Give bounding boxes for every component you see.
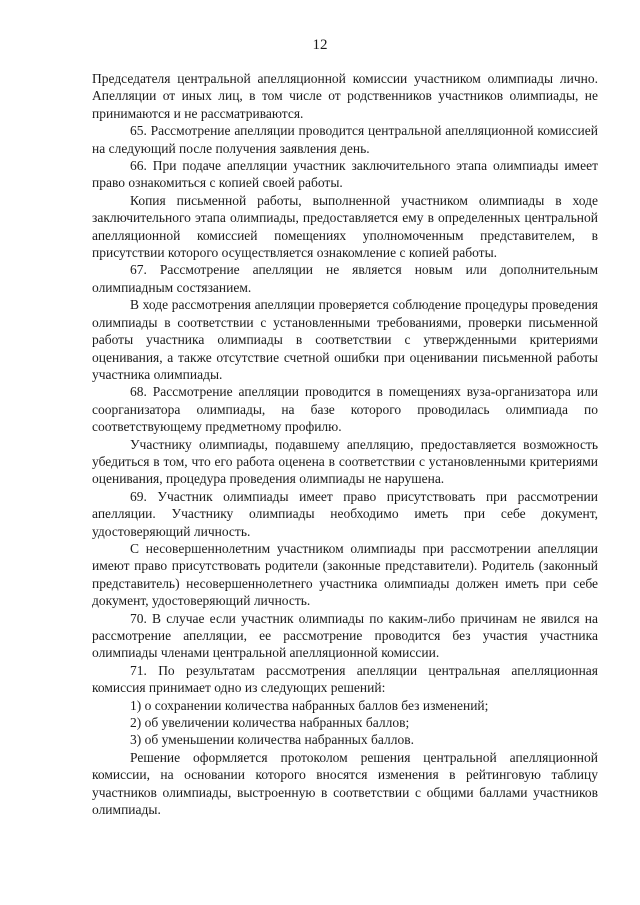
paragraph: 65. Рассмотрение апелляции проводится центральной апелляционной комиссией на следующий после получения заявления день. xyxy=(92,123,598,156)
paragraph: 68. Рассмотрение апелляции проводится в помещениях вуза-организатора или соорганизатора олимпиады, на базе которого проводилась олимпиада по соответствующему предметному профилю. xyxy=(92,384,598,435)
paragraph: 66. При подаче апелляции участник заключительного этапа олимпиады имеет право ознакомиться с копией своей работы. xyxy=(92,158,598,191)
paragraph: В ходе рассмотрения апелляции проверяется соблюдение процедуры проведения олимпиады в соответствии с установленными требованиями, проверки письменной работы участника олимпиады в соответствии с утвержденными критериями оценивания, а также отсутствие счетной ошибки при оценивании письменной работы участника олимпиады. xyxy=(92,297,598,382)
page-number: 12 xyxy=(312,37,328,53)
list-item: 3) об уменьшении количества набранных баллов. xyxy=(130,732,414,748)
paragraph: Решение оформляется протоколом решения центральной апелляционной комиссии, на основании которого вносятся изменения в рейтинговую таблицу участников олимпиады, выстроенную в соответствии с общими баллами участников олимпиады. xyxy=(92,749,598,818)
paragraph: Председателя центральной апелляционной комиссии участником олимпиады лично. Апелляции от иных лиц, в том числе от родственников участников олимпиады, не принимаются и не рассматриваются. xyxy=(92,71,598,121)
paragraph: Копия письменной работы, выполненной участником олимпиады в ходе заключительного этапа олимпиады, предоставляется ему в определенных центральной апелляционной комиссией помещениях уполномоченным представителем, в присутствии которого осуществляется ознакомление с копией работы. xyxy=(92,192,598,261)
paragraph: С несовершеннолетним участником олимпиады при рассмотрении апелляции имеют право присутствовать родители (законные представители). Родитель (законный представитель) несовершеннолетнего участника олимпиады должен иметь при себе документ, удостоверяющий личность. xyxy=(92,540,598,609)
paragraph: 69. Участник олимпиады имеет право присутствовать при рассмотрении апелляции. Участнику олимпиады необходимо иметь при себе документ, удостоверяющий личность. xyxy=(92,488,598,539)
paragraph: 70. В случае если участник олимпиады по каким-либо причинам не явился на рассмотрение апелляции, ее рассмотрение проводится без участия участника олимпиады членами центральной апелляционной комиссии. xyxy=(92,610,598,661)
page-body xyxy=(92,70,598,818)
paragraph: Участнику олимпиады, подавшему апелляцию, предоставляется возможность убедиться в том, что его работа оценена в соответствии с установленными критериями оценивания, процедура проведения олимпиады не нарушена. xyxy=(92,436,598,487)
list-item: 1) о сохранении количества набранных баллов без изменений; xyxy=(130,697,489,713)
list-item: 2) об увеличении количества набранных баллов; xyxy=(130,715,410,731)
paragraph: 71. По результатам рассмотрения апелляции центральная апелляционная комиссия принимает одно из следующих решений: xyxy=(92,662,598,696)
paragraph: 67. Рассмотрение апелляции не является новым или дополнительным олимпиадным состязанием. xyxy=(92,262,598,295)
